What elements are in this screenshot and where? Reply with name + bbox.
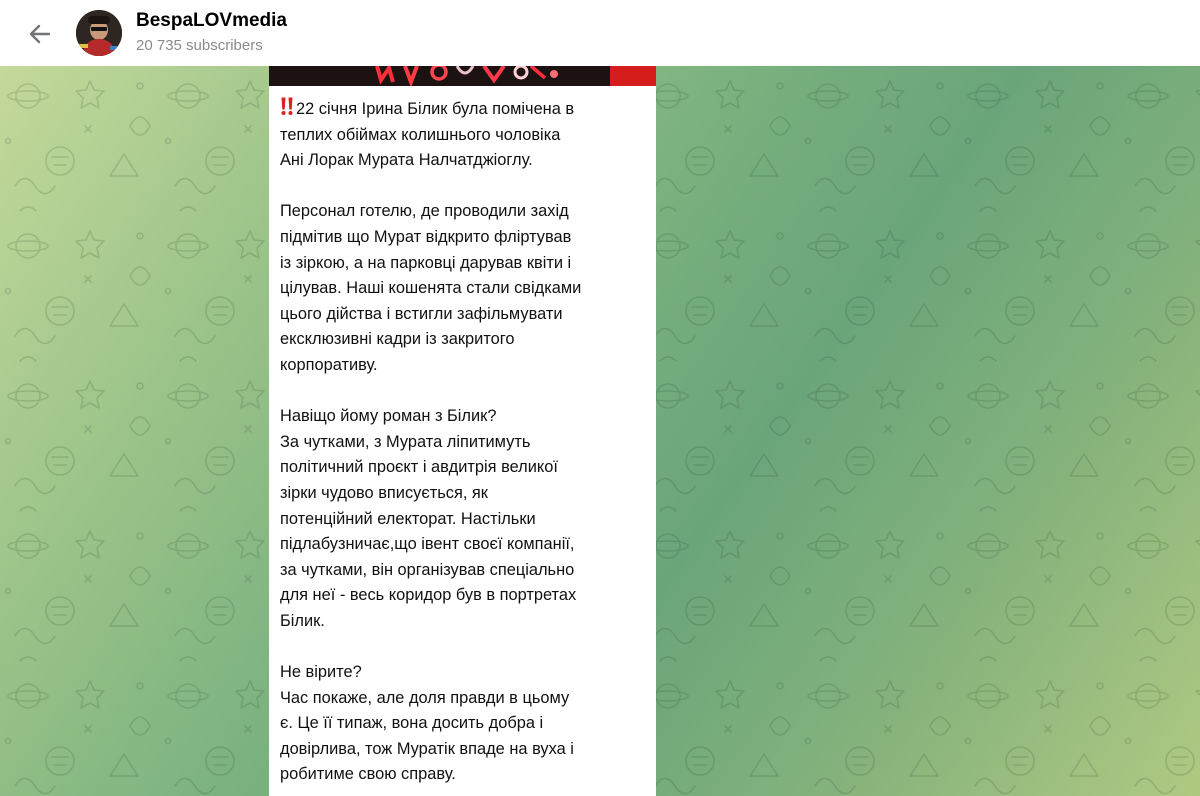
text-line: довірлива, тож Муратік впаде на вуха і <box>280 739 574 758</box>
text-line: підлабузничає,що івент своєї компанії, <box>280 535 575 554</box>
text-line: ексклюзивні кадри із закритого <box>280 330 515 349</box>
subscriber-count: 20 735 subscribers <box>136 37 263 54</box>
text-line: корпоративу. <box>280 355 378 374</box>
text-line: Не вірите? <box>280 663 362 682</box>
message-paragraph <box>280 404 652 634</box>
text-line: підмітив що Мурат відкрито фліртував <box>280 227 572 246</box>
text-line: робитиме свою справу. <box>280 765 456 784</box>
text-line: 22 січня Ірина Білик була помічена в <box>296 100 575 118</box>
message-bubble[interactable] <box>269 66 656 796</box>
channel-title[interactable]: BespaLOVmedia <box>136 10 287 31</box>
text-line: Навіщо йому роман з Білик? <box>280 407 497 426</box>
avatar-image <box>76 10 122 56</box>
post-image-preview[interactable] <box>269 66 656 86</box>
text-line: цілував. Наші кошенята стали свідками <box>280 279 582 298</box>
message-text <box>280 95 652 788</box>
text-line: Персонал готелю, де проводили захід <box>280 202 569 221</box>
text-line: політичний проєкт і авдитрія великої <box>280 458 558 477</box>
text-line: є. Це її типаж, вона досить добра і <box>280 714 544 733</box>
channel-header <box>0 0 1200 66</box>
text-line: зірки чудово вписується, як <box>280 483 488 502</box>
message-paragraph <box>280 660 652 788</box>
text-line: для неї - весь коридор був в портретах <box>280 586 577 605</box>
message-paragraph <box>280 95 652 174</box>
arrow-left-icon <box>27 21 53 47</box>
channel-avatar[interactable] <box>76 10 122 56</box>
text-line: теплих обіймах колишнього чоловіка <box>280 125 561 144</box>
text-line: із зіркою, а на парковці дарував квіти і <box>280 253 572 272</box>
text-line: За чутками, з Мурата ліпитимуть <box>280 432 531 451</box>
back-button[interactable] <box>22 17 58 51</box>
text-line: за чутками, він організував спеціально <box>280 560 575 579</box>
text-line: Час покаже, але доля правди в цьому <box>280 688 570 707</box>
text-line: цього дійства і встигли зафільмувати <box>280 304 563 323</box>
text-line: потенційний електорат. Настільки <box>280 509 536 528</box>
double-exclamation-emoji <box>280 97 294 116</box>
neon-sign-image <box>269 66 656 86</box>
message-paragraph <box>280 199 652 378</box>
text-line: Білик. <box>280 611 325 630</box>
text-line: Ані Лорак Мурата Налчатджіоглу. <box>280 151 533 170</box>
